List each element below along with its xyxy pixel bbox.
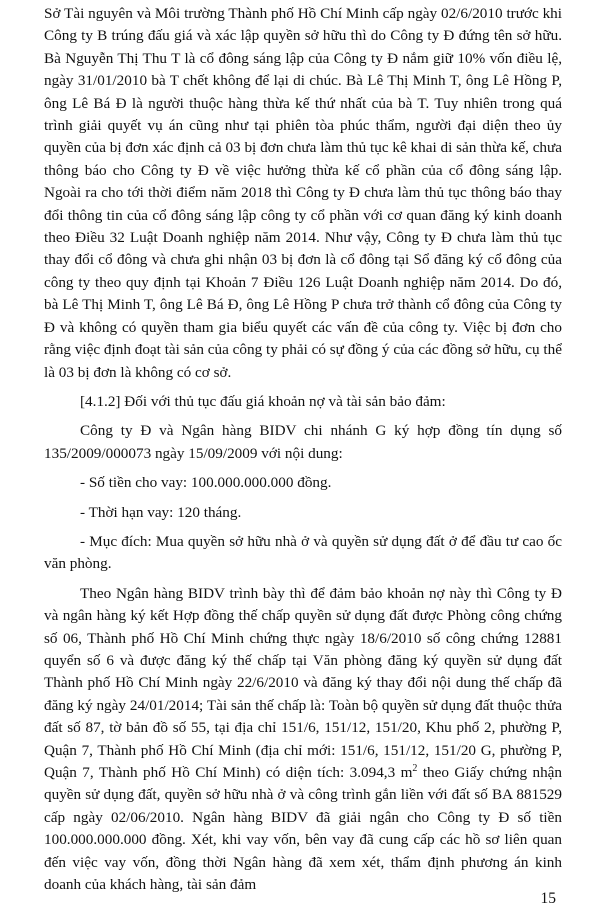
list-item-loan-amount: - Số tiền cho vay: 100.000.000.000 đồng.	[80, 474, 332, 492]
paragraph-mortgage	[44, 583, 562, 897]
document-body	[44, 3, 562, 896]
paragraph-credit-contract: Công ty Đ và Ngân hàng BIDV chi nhánh G ký hợp đồng tín dụng số 135/2009/000073 ngày 15/09/2009 với nội dung:	[44, 422, 562, 462]
paragraph-inheritance: Sở Tài nguyên và Môi trường Thành phố Hồ Chí Minh cấp ngày 02/6/2010 trước khi Công ty B trúng đấu giá và xác lập quyền sở hữu thì do Công ty Đ đứng tên sở hữu. Bà Nguyễn Thị Thu T là cổ đông sáng lập của Công ty Đ nắm giữ 10% vốn điều lệ, ngày 31/01/2010 bà T chết không để lại di chúc. Bà Lê Thị Minh T, ông Lê Hồng P, ông Lê Bá Đ là người thuộc hàng thừa kế thứ nhất của bà T. Tuy nhiên trong quá trình giải quyết vụ án cũng như tại phiên tòa phúc thẩm, người đại diện theo ủy quyền của bị đơn xác định cả 03 bị đơn chưa làm thủ tục kê khai di sản thừa kế, chưa thông báo cho Công ty Đ về việc hưởng thừa kế cổ phần của cổ đông sáng lập. Ngoài ra cho tới thời điểm năm 2018 thì Công ty Đ chưa làm thủ tục thông báo thay đổi thông tin của cổ đông sáng lập công ty cổ phần với cơ quan đăng ký kinh doanh theo Điều 32 Luật Doanh nghiệp năm 2014. Như vậy, Công ty Đ chưa làm thủ tục thay đổi cổ đông và chưa ghi nhận 03 bị đơn là cổ đông tại Sổ đăng ký cổ đông của công ty theo quy định tại Khoản 7 Điều 126 Luật Doanh nghiệp năm 2014. Do đó, bà Lê Thị Minh T, ông Lê Bá Đ, ông Lê Hồng P chưa trở thành cổ đông của Công ty Đ và không có quyền tham gia biểu quyết các vấn đề của công ty. Việc bị đơn cho rằng việc định đoạt tài sản của công ty phải có sự đồng ý của các đồng sở hữu, cụ thể là 03 bị đơn là không có cơ sở.	[44, 5, 562, 381]
list-item-loan-term: - Thời hạn vay: 120 tháng.	[80, 503, 242, 521]
page-number: 15	[540, 890, 556, 907]
section-heading-4-1-2: [4.1.2] Đối với thủ tục đấu giá khoản nợ và tài sản bảo đảm:	[80, 392, 446, 410]
mortgage-text-part-2: theo Giấy chứng nhận quyền sử dụng đất, quyền sở hữu nhà ở và công trình gắn liền với đất số BA 881529 cấp ngày 02/06/2010. Ngân hàng BIDV đã giải ngân cho Công ty Đ số tiền 100.000.000.000 đồng. Xét, khi vay vốn, bên vay đã cung cấp các hồ sơ liên quan đến việc vay vốn, đồng thời Ngân hàng đã xem xét, thẩm định phương án kinh doanh của khách hàng, tài sản đảm	[44, 764, 563, 894]
area-unit-superscript: 2	[412, 762, 418, 774]
list-item-loan-purpose: - Mục đích: Mua quyền sở hữu nhà ở và quyền sử dụng đất ở để đầu tư cao ốc văn phòng.	[44, 532, 562, 573]
mortgage-text-part-1: Theo Ngân hàng BIDV trình bày thì để đảm bảo khoản nợ này thì Công ty Đ và ngân hàng ký kết Hợp đồng thế chấp quyền sử dụng đất được Phòng công chứng số 06, Thành phố Hồ Chí Minh chứng thực ngày 18/6/2010 số công chứng 12881 quyển số 6 và được đăng ký thế chấp tại Văn phòng đăng ký quyền sử dụng đất Thành phố Hồ Chí Minh ngày 22/6/2010 và đăng ký thay đổi nội dung thế chấp đã đăng ký ngày 24/01/2014; Tài sản thế chấp là: Toàn bộ quyền sử dụng đất thuộc thửa đất số 87, tờ bản đồ số 55, tại địa chỉ 151/6, 151/12, 151/20, Khu phố 2, phường P, Quận 7, Thành phố Hồ Chí Minh (địa chỉ mới: 151/6, 151/12, 151/20 G, phường P, Quận 7, Thành phố Hồ Chí Minh) có diện tích: 3.094,3 m	[44, 584, 562, 781]
